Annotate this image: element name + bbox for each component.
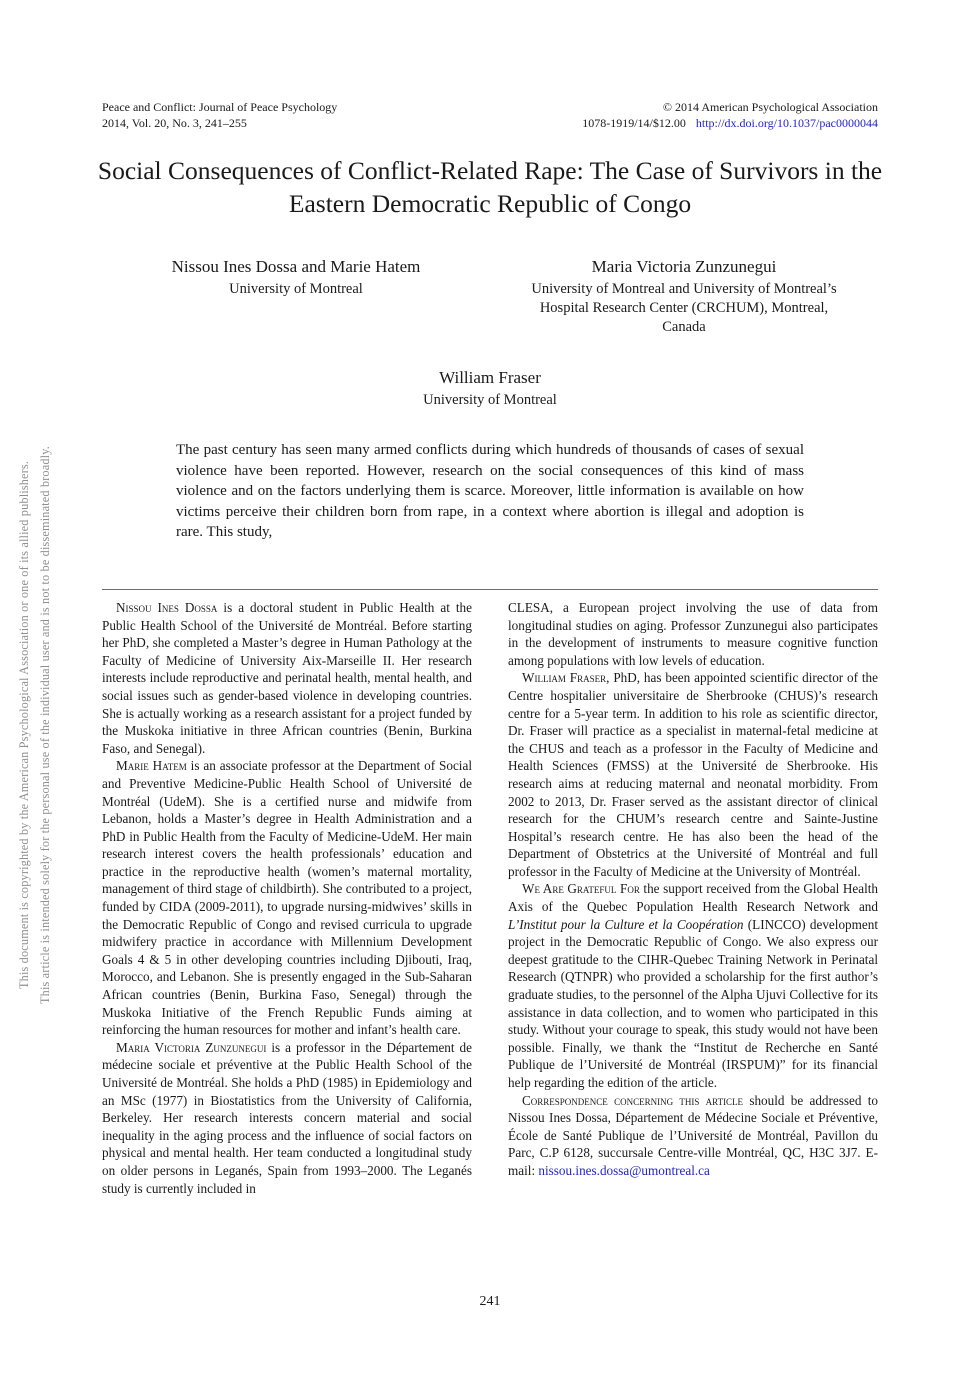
footnotes-left-column [102,599,472,1197]
author-affiliation: University of Montreal [423,392,557,408]
author-block-1 [102,256,490,337]
author-names: Nissou Ines Dossa and Marie Hatem [171,257,421,276]
footnote-paragraph: Correspondence concerning this article should be addressed to Nissou Ines Dossa, Département de Médecine Sociale et Préventive, École de Santé Publique de l’Université de Montréal, Pavillon du Parc, C.P 6128, succursale Centre-ville Montréal, QC, H3C 3J7. E-mail: nissou.ines.dossa@umontreal.ca [508,1092,878,1178]
author-notes [102,599,878,1197]
author-block-3 [0,367,980,410]
author-affiliation: University of Montreal and University of Montreal’s Hospital Research Center (CRCHUM), Montreal, Canada [531,281,837,335]
abstract-text: The past century has seen many armed conflicts during which hundreds of thousands of cases of sexual violence have been reported. However, research on the social consequences of this kind of mass violence and on the factors underlying them is scarce. Moreover, little information is available on how victims perceive their children born from rape, in a context where abortion is illegal and adoption is rare. This study, [176,442,804,541]
copyright-info [582,100,878,131]
footnote-paragraph: William Fraser, PhD, has been appointed scientific director of the Centre hospitalier universitaire de Sherbrooke (CHUS)’s research centre for a 5-year term. In addition to his role as scientific director, Dr. Fraser will practice as a specialist in maternal-fetal medicine at the CHUS and teach as a professor in the Faculty of Medicine and Health Sciences (FMSS) at the Université de Sherbrooke. His research aims at reducing maternal and neonatal morbidity. From 2002 to 2013, Dr. Fraser served as the assistant director of clinical research for the CHUM’s research centre and Sainte-Justine Hospital’s research centre. He has also been the head of the Department of Obstetrics at the Université of Montréal and full professor in the Faculty of Medicine at the University of Montréal. [508,670,879,879]
fee-code: 1078-1919/14/$12.00 [582,115,686,130]
journal-issue: 2014, Vol. 20, No. 3, 241–255 [102,115,247,130]
journal-name: Peace and Conflict: Journal of Peace Psychology [102,100,338,114]
footnote-paragraph: Marie Hatem is an associate professor at the Department of Social and Preventive Medicine-Public Health School of Université de Montréal (UdeM). She is a certified nurse and midwife from Lebanon, holds a Master’s degree in Health Administration and a PhD in Public Health from the Faculty of Medicine-UdeM. Her main research interest covers the health professionals’ education and practice in the reproductive health (women’s maternal mortality, management of third stage of childbirth). She contributed to a project, funded by CIDA (2009-2011), to upgrade nursing-midwives’ skills in the Democratic Republic of Congo and revised curricula to upgrade midwifery practice in accordance with Millennium Development Goals 4 & 5 in other developing countries including Djibouti, Iraq, Morocco, and Lebanon. She is presently engaged in the Sub-Saharan African countries (Benin, Burkina Faso, Senegal) through the Muskoka Initiative of the French Republic Funds aiming at reinforcing the human resources for mother and infant’s health care. [102,758,472,1038]
author-block-2 [490,256,878,337]
author-names: Maria Victoria Zunzunegui [591,257,777,276]
footnote-paragraph: We Are Grateful For the support received from the Global Health Axis of the Quebec Population Health Research Network and L’Institut pour la Culture et la Coopération (LINCCO) development project in the Democratic Republic of Congo. We also express our deepest gratitude to the CIHR-Quebec Training Network in Perinatal Research (QTNPR) who provided a scholarship for the first author’s graduate studies, to the personnel of the Alpha Ujuvi Collective for its assistance in data collection, and to women who participated in this study. Without your courage to speak, this study would not have been possible. Finally, we thank the “Institut de Recherche en Santé Publique de l’Université de Montréal (IRSPUM)” for its financial help regarding the edition of the article. [508,881,878,1090]
journal-info [102,100,337,131]
footnote-paragraph: Maria Victoria Zunzunegui is a professor in the Département de médecine sociale et préventive at the Public Health School of the Université de Montréal. She holds a PhD (1985) in Epidemiology and an MSc (1977) in Biostatistics from the University of California, Berkeley. Her research interests concern material and social inequality in the aging process and the influence of social factors on physical and mental health. Her team conducted a longitudinal study on older persons in Leganés, Spain from 1993–2000. The Leganés study is currently included in [102,1039,473,1196]
doi-link[interactable]: http://dx.doi.org/10.1037/pac0000044 [695,115,878,130]
article-title: Social Consequences of Conflict-Related Rape: The Case of Survivors in the Eastern Democratic Republic of Congo [97,156,883,218]
footnote-paragraph: CLESA, a European project involving the use of data from longitudinal studies on aging. Professor Zunzunegui also participates in the development of instruments to measure cognitive function among populations with low levels of education. [508,599,878,668]
footnote-paragraph: Nissou Ines Dossa is a doctoral student in Public Health at the Public Health School of the Université de Montréal. Before starting her PhD, she completed a Master’s degree in Human Pathology at the Faculty of Medicine of University Aix-Marseille II. Her research interests include reproductive and perinatal health, mental health, and social issues such as gender-based violence in developing countries. She is actually working as a research assistant for a project funded by the Muskoka initiative in three African countries (Benin, Burkina Faso, and Senegal). [102,599,472,756]
author-affiliation: University of Montreal [229,281,363,297]
copyright-sidebar [14,340,56,1110]
journal-header [102,100,878,131]
sidebar-line-2: This article is intended solely for the personal use of the individual user and is not to be disseminated broadly. [38,446,52,1004]
page-number: 241 [479,1294,501,1309]
sidebar-line-1: This document is copyrighted by the American Psychological Association or one of its allied publishers. [17,460,31,990]
email-link[interactable]: nissou.ines.dossa@umontreal.ca [538,1162,710,1178]
author-names: William Fraser [439,368,541,387]
authors-row [102,256,878,337]
copyright-line: © 2014 American Psychological Association [662,100,878,114]
footnotes-right-column [508,599,878,1197]
fee-doi-line [582,116,878,132]
section-divider [102,589,878,590]
